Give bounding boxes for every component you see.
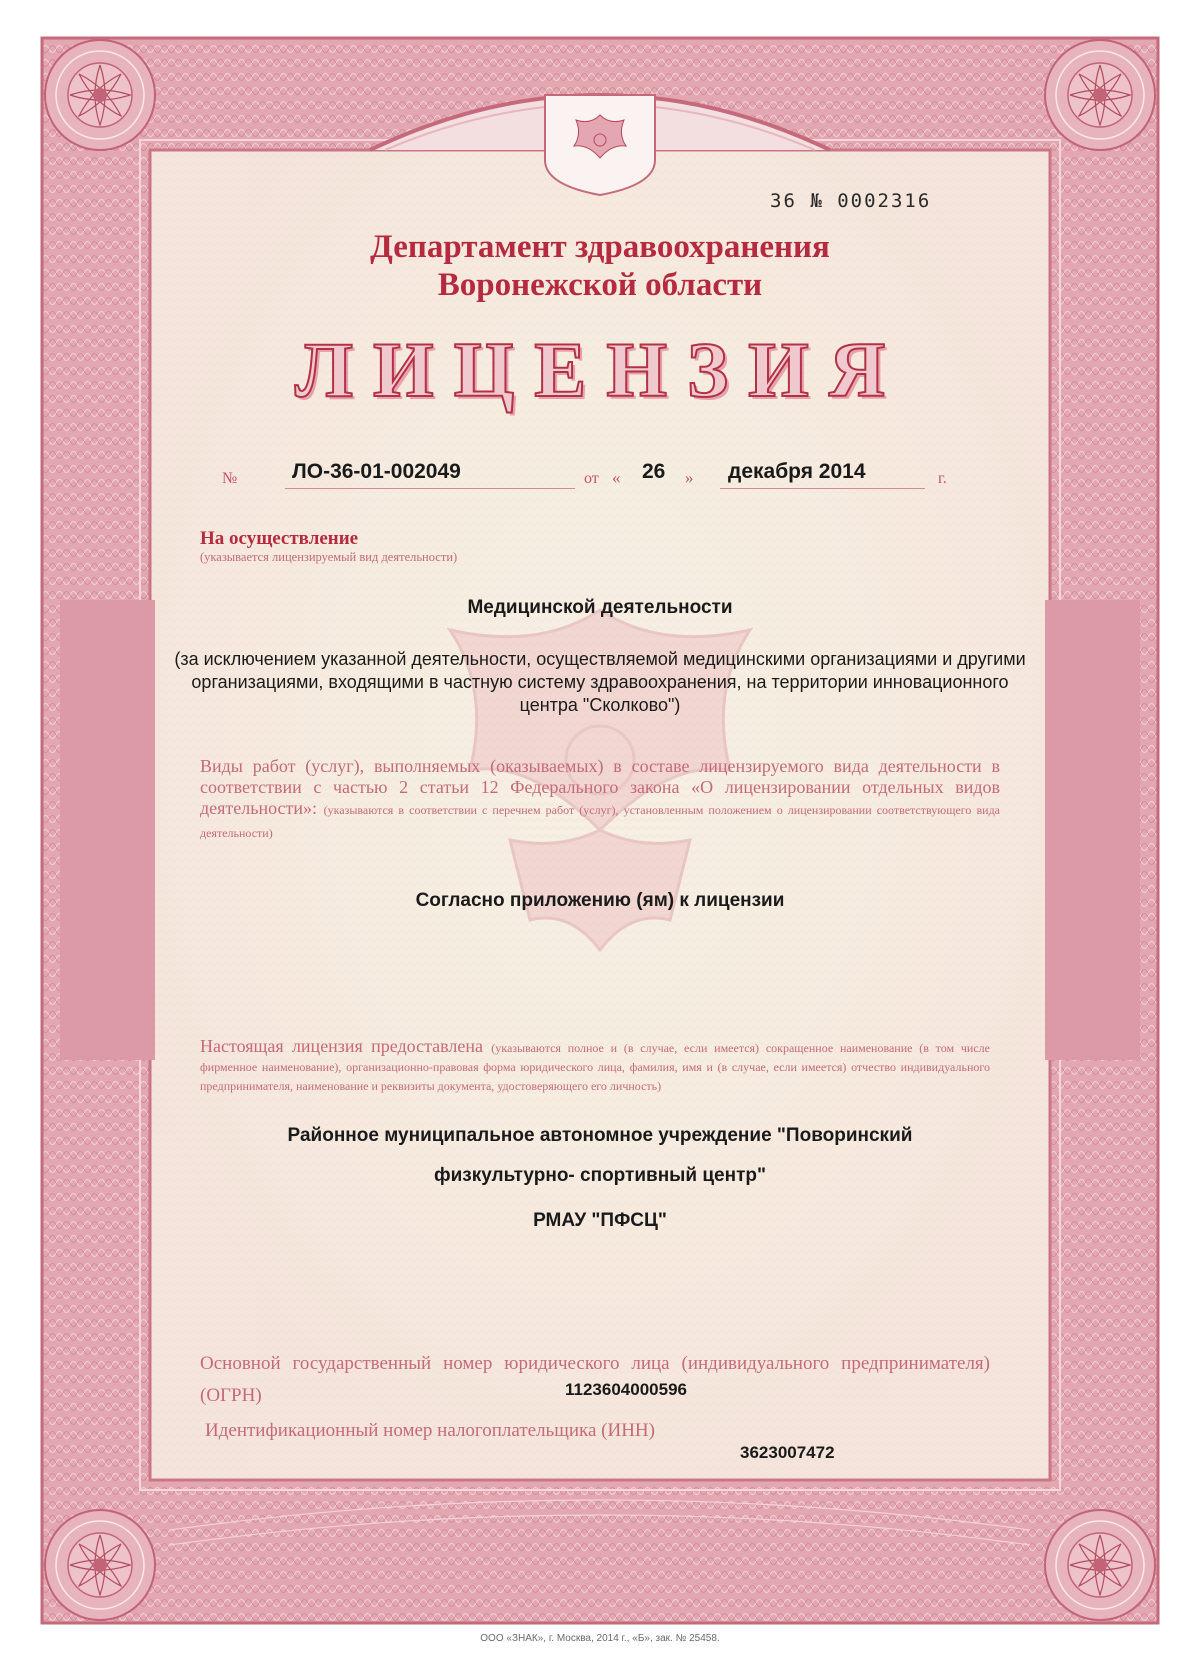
activity-note: (за исключением указанной деятельности, осуществляемой медицинскими организациями и другими организациями, входящими в частную систему здравоохранения, на территории инновационного центра "Сколково") [174,649,1026,715]
works-value: Согласно приложению (ям) к лицензии [415,890,785,911]
inn-value: 3623007472 [740,1443,835,1462]
granted-hint: (указываются полное и (в случае, если имеется) сокращенное наименование (в том числе фирменное наименование), организационно-правовая форма юридического лица, фамилия, имя и (в случае, если имеется) отчество индивидуального предпринимателя, наименование и реквизиты документа, удостоверяющего его личность) [200,1041,990,1093]
works-hint: (указываются в соответствии с перечнем работ (услуг), установленным положением о лицензировании соответствующего вида деятельности) [200,803,1001,840]
issuer-line-2: Воронежской области [437,267,763,303]
serial-number: 36 № 0002316 [770,190,932,212]
holder-short-name: РМАУ "ПФСЦ" [533,1210,667,1231]
issuer-authority [200,228,1000,304]
inn-label: Идентификационный номер налогоплательщика (ИНН) [205,1420,655,1441]
activity-value: Медицинской деятельности [467,597,733,618]
issuer-line-1: Департамент здравоохранения [370,229,830,265]
ogrn-label: Основной государственный номер юридического лица (индивидуального предпринимателя) (ОГРН) [200,1353,990,1406]
works-label [200,756,1000,844]
license-month-year: декабря 2014 [728,460,866,483]
close-quote: » [685,468,694,487]
granted-label [200,1038,990,1095]
printer-imprint: ООО «ЗНАК», г. Москва, 2014 г., «Б», зак. № 25458. [480,1633,720,1644]
coat-of-arms-small [545,95,655,195]
number-underline [285,488,575,489]
granted-label-text: Настоящая лицензия предоставлена [200,1036,484,1056]
license-number: ЛО-36-01-002049 [292,460,461,483]
document-title: ЛИЦЕНЗИЯ [294,326,906,413]
holder-name-line-1: Районное муниципальное автономное учреждение "Поворинский [287,1125,913,1146]
activity-label: На осуществление [200,528,359,549]
activity-hint: (указывается лицензируемый вид деятельности) [200,550,458,564]
license-day: 26 [642,460,666,483]
year-suffix: г. [938,470,947,487]
works-label-text: Виды работ (услуг), выполняемых (оказываемых) в составе лицензируемого вида деятельности в соответствии с частью 2 статьи 12 Федерального закона «О лицензировании отдельных видов деятельности»: [200,756,1000,818]
ogrn-value: 1123604000596 [565,1380,687,1399]
date-prefix: от [584,470,599,487]
date-underline [720,488,925,489]
open-quote: « [612,468,621,487]
number-sign: № [222,470,238,487]
holder-name-line-2: физкультурно- спортивный центр" [433,1165,767,1186]
